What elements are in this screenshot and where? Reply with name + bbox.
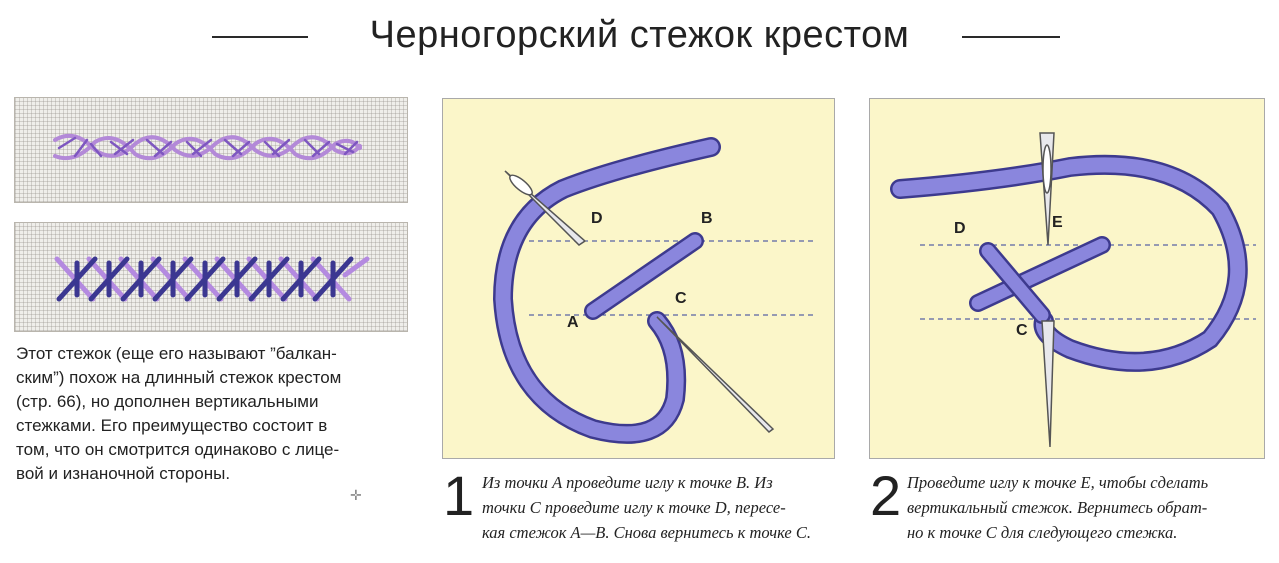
step-2-caption [907,470,1208,545]
fabric-sample-dark [14,222,408,332]
description-line: ским”) похож на длинный стежок крестом [16,368,342,387]
page-title: Черногорский стежок крестом [369,14,910,56]
caption-line: кая стежок A—B. Снова вернитесь к точке C. [482,523,811,542]
point-label-e: E [1052,214,1063,231]
step-1-number: 1 [443,464,475,527]
point-label-d: D [591,210,603,227]
step-2-number: 2 [870,464,902,527]
step-2-diagram [870,99,1264,458]
description-line: (стр. 66), но дополнен вертикальными [16,392,319,411]
step-1-caption [482,470,811,545]
title-rule-right [962,36,1060,38]
step-1-diagram [443,99,834,458]
description-line: том, что он смотрится одинаково с лице- [16,440,340,459]
caption-line: но к точке C для следующего стежка. [907,523,1178,542]
stitch-sample-light-image [15,98,407,202]
description-text [16,342,406,486]
step-2-illustration [869,98,1265,459]
caption-line: Проведите иглу к точке E, чтобы сделать [907,473,1209,492]
point-label-d: D [954,220,966,237]
description-line: стежками. Его преимущество состоит в [16,416,328,435]
registration-mark: ✛ [350,489,362,504]
title-row [0,8,1279,68]
description-line: вой и изнаночной стороны. [16,464,231,483]
caption-line: вертикальный стежок. Вернитесь обрат- [907,498,1208,517]
point-label-b: B [701,210,713,227]
description-line: Этот стежок (еще его называют ”балкан- [16,344,337,363]
fabric-sample-light [14,97,408,203]
point-label-a: A [567,314,579,331]
stitch-sample-dark-image [15,223,407,331]
step-1-illustration [442,98,835,459]
point-label-c: C [1016,322,1028,339]
point-label-c: C [675,290,687,307]
caption-line: Из точки A проведите иглу к точке B. Из [482,473,773,492]
caption-line: точки C проведите иглу к точке D, пересе- [482,498,786,517]
